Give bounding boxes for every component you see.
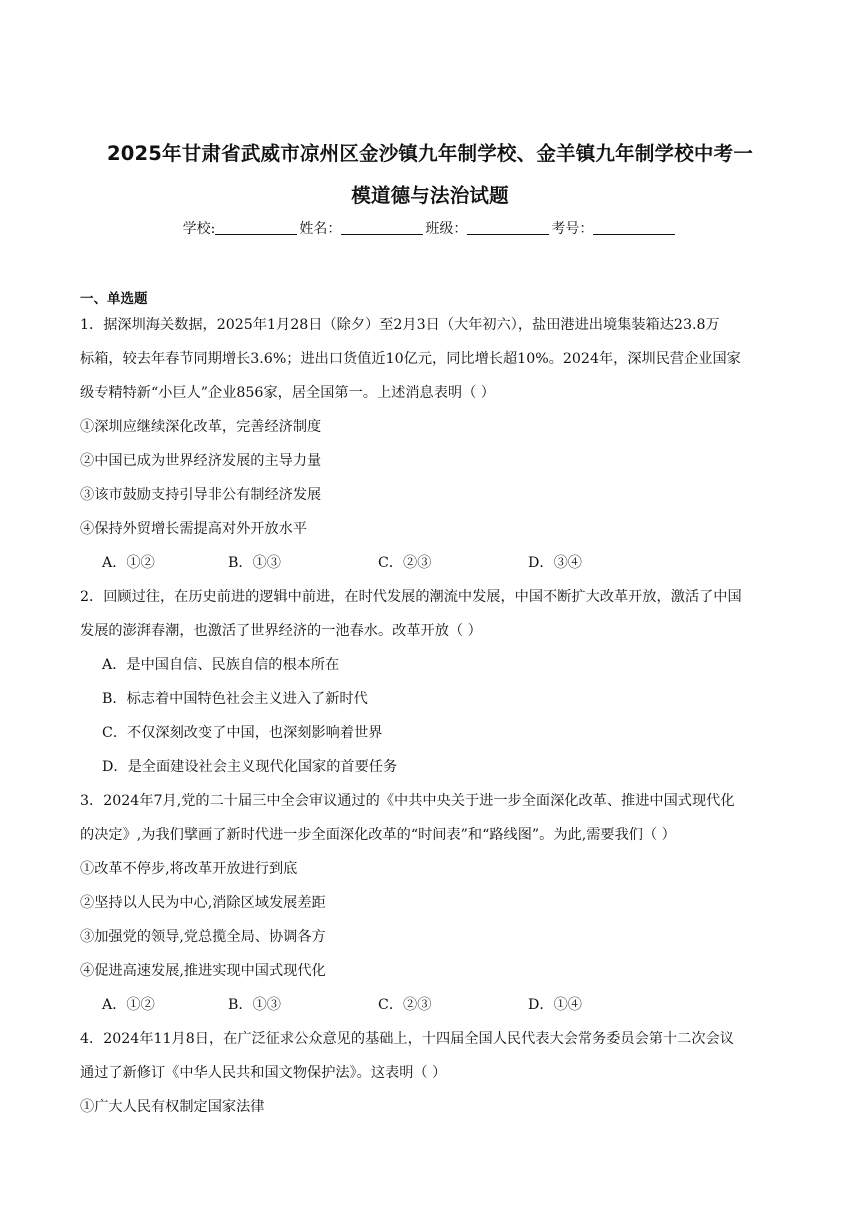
class-blank[interactable] [467,220,549,235]
student-info-row [0,218,860,238]
q2-option-d[interactable]: D．是全面建设社会主义现代化国家的首要任务 [102,759,398,775]
q3-option-a[interactable]: A．①② [102,997,155,1013]
q1-stem-line-2: 标箱，较去年春节同期增长3.6%；进出口货值近10亿元，同比增长超10%。2024年，深圳民营企业国家 [80,351,741,367]
q3-statement-3: ③加强党的领导,党总揽全局、协调各方 [80,929,326,945]
q1-stem-line-1: 1．据深圳海关数据，2025年1月28日（除夕）至2月3日（大年初六），盐田港进出境集装箱达23.8万 [80,317,720,333]
q3-stem-line-2: 的决定》,为我们擘画了新时代进一步全面深化改革的“时间表”和“路线图”。为此,需要我们（ ） [80,827,676,843]
name-blank[interactable] [341,220,423,235]
q3-statement-2: ②坚持以人民为中心,消除区域发展差距 [80,895,326,911]
q2-option-b[interactable]: B．标志着中国特色社会主义进入了新时代 [102,691,368,707]
class-label: 班级： [425,221,468,237]
school-blank[interactable] [215,220,297,235]
q2-option-a[interactable]: A．是中国自信、民族自信的根本所在 [102,657,340,673]
q4-stem-line-2: 通过了新修订《中华人民共和国文物保护法》。这表明（ ） [80,1065,447,1081]
q2-option-c[interactable]: C．不仅深刻改变了中国，也深刻影响着世界 [102,725,383,741]
name-label: 姓名： [299,221,342,237]
q4-stem-line-1: 4．2024年11月8日，在广泛征求公众意见的基础上，十四届全国人民代表大会常务委员会第十二次会议 [80,1031,734,1047]
school-label: 学校: [182,221,216,237]
q3-option-c[interactable]: C．②③ [378,997,432,1013]
q3-option-d[interactable]: D．①④ [528,997,582,1013]
q3-option-b[interactable]: B．①③ [228,997,281,1013]
exam-title-line-1: 2025年甘肃省武威市凉州区金沙镇九年制学校、金羊镇九年制学校中考一 [106,142,754,165]
q1-option-d[interactable]: D．③④ [528,555,582,571]
q3-statement-1: ①改革不停步,将改革开放进行到底 [80,861,298,877]
q1-option-c[interactable]: C．②③ [378,555,432,571]
q3-stem-line-1: 3．2024年7月,党的二十届三中全会审议通过的《中共中央关于进一步全面深化改革、推进中国式现代化 [80,793,735,809]
section-heading: 一、单选题 [80,291,148,307]
q1-option-a[interactable]: A．①② [102,555,155,571]
number-blank[interactable] [593,220,675,235]
q4-statement-1: ①广大人民有权制定国家法律 [80,1099,265,1115]
q1-statement-3: ③该市鼓励支持引导非公有制经济发展 [80,487,322,503]
q1-option-b[interactable]: B．①③ [228,555,281,571]
q1-statement-2: ②中国已成为世界经济发展的主导力量 [80,453,322,469]
q1-stem-line-3: 级专精特新“小巨人”企业856家，居全国第一。上述消息表明（ ） [80,385,495,401]
q3-statement-4: ④促进高速发展,推进实现中国式现代化 [80,963,326,979]
exam-title-line-2: 模道德与法治试题 [351,184,509,207]
q1-statement-1: ①深圳应继续深化改革，完善经济制度 [80,419,322,435]
q1-statement-4: ④保持外贸增长需提高对外开放水平 [80,521,308,537]
number-label: 考号： [551,221,594,237]
q2-stem-line-1: 2．回顾过往，在历史前进的逻辑中前进，在时代发展的潮流中发展，中国不断扩大改革开放，激活了中国 [80,589,742,605]
q2-stem-line-2: 发展的澎湃春潮，也激活了世界经济的一池春水。改革开放（ ） [80,623,482,639]
